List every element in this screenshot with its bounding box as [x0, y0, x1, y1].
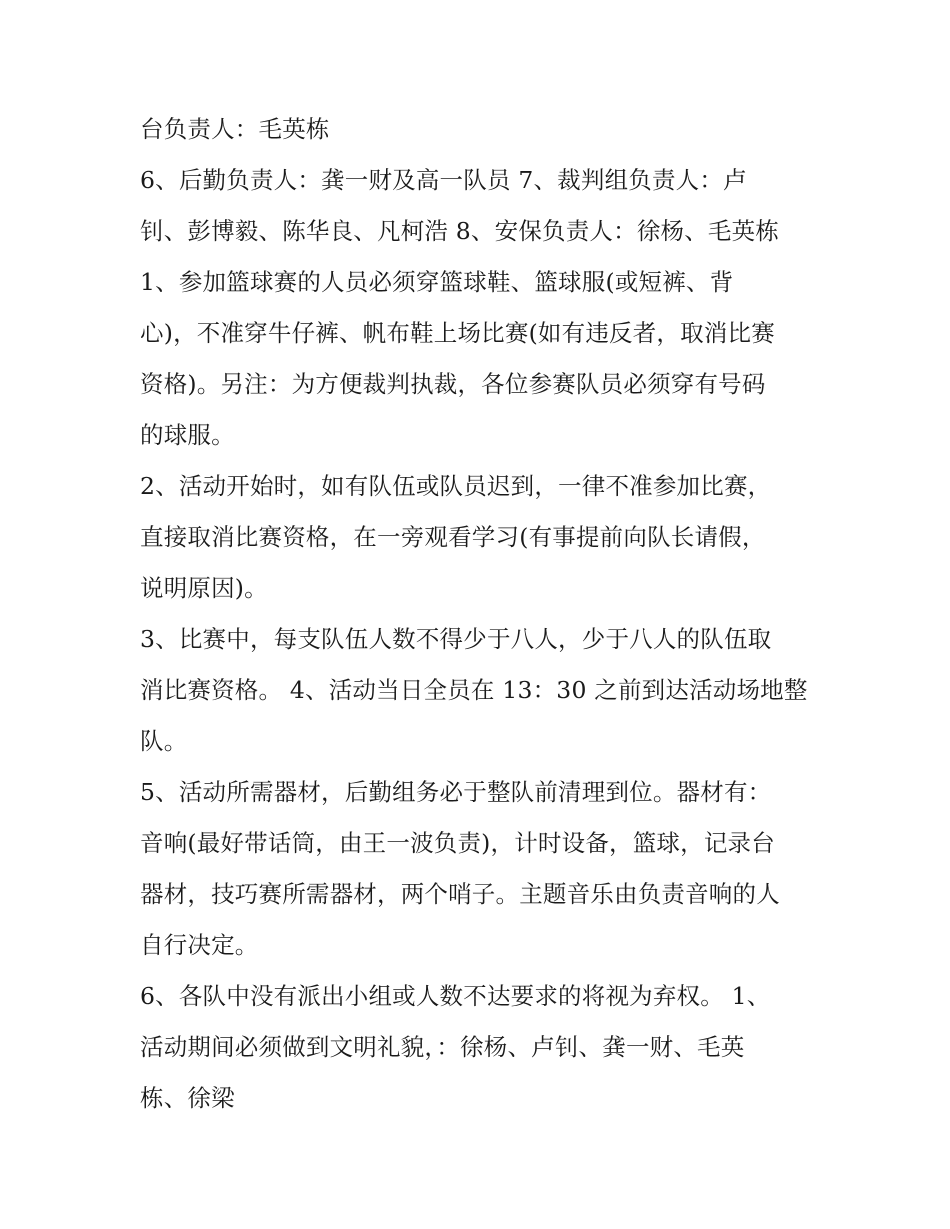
text-line-8: 2、活动开始时，如有队伍或队员迟到，一律不准参加比赛， [140, 472, 772, 500]
text-line-17: 自行决定。 [140, 931, 259, 959]
text-line-5: 心)，不准穿牛仔裤、帆布鞋上场比赛(如有违反者，取消比赛 [140, 319, 775, 347]
text-line-12: 消比赛资格。 4、活动当日全员在 13：30 之前到达活动场地整 [140, 676, 808, 704]
text-line-9: 直接取消比赛资格，在一旁观看学习(有事提前向队长请假， [140, 523, 766, 551]
text-line-11: 3、比赛中，每支队伍人数不得少于八人，少于八人的队伍取 [140, 625, 772, 653]
text-line-4: 1、参加篮球赛的人员必须穿篮球鞋、篮球服(或短裤、背 [140, 268, 734, 296]
text-line-20: 栋、徐梁 [140, 1084, 235, 1112]
text-line-6: 资格)。另注：为方便裁判执裁，各位参赛队员必须穿有号码 [140, 370, 766, 398]
text-line-13: 队。 [140, 727, 188, 755]
text-line-15: 音响(最好带话筒，由王一波负责)，计时设备，篮球，记录台 [140, 829, 775, 857]
text-line-10: 说明原因)。 [140, 574, 268, 602]
text-line-14: 5、活动所需器材，后勤组务必于整队前清理到位。器材有： [140, 778, 772, 806]
text-line-1: 台负责人：毛英栋 [140, 115, 330, 143]
document-body [140, 108, 830, 1128]
text-line-2: 6、后勤负责人：龚一财及高一队员 7、裁判组负责人：卢 [140, 166, 747, 194]
text-line-3: 钊、彭博毅、陈华良、凡柯浩 8、安保负责人：徐杨、毛英栋 [140, 217, 780, 245]
text-line-16: 器材，技巧赛所需器材，两个哨子。主题音乐由负责音响的人 [140, 880, 780, 908]
text-line-19: 活动期间必须做到文明礼貌，：徐杨、卢钊、龚一财、毛英 [140, 1033, 745, 1061]
text-line-18: 6、各队中没有派出小组或人数不达要求的将视为弃权。 1、 [140, 982, 771, 1010]
text-line-7: 的球服。 [140, 421, 235, 449]
